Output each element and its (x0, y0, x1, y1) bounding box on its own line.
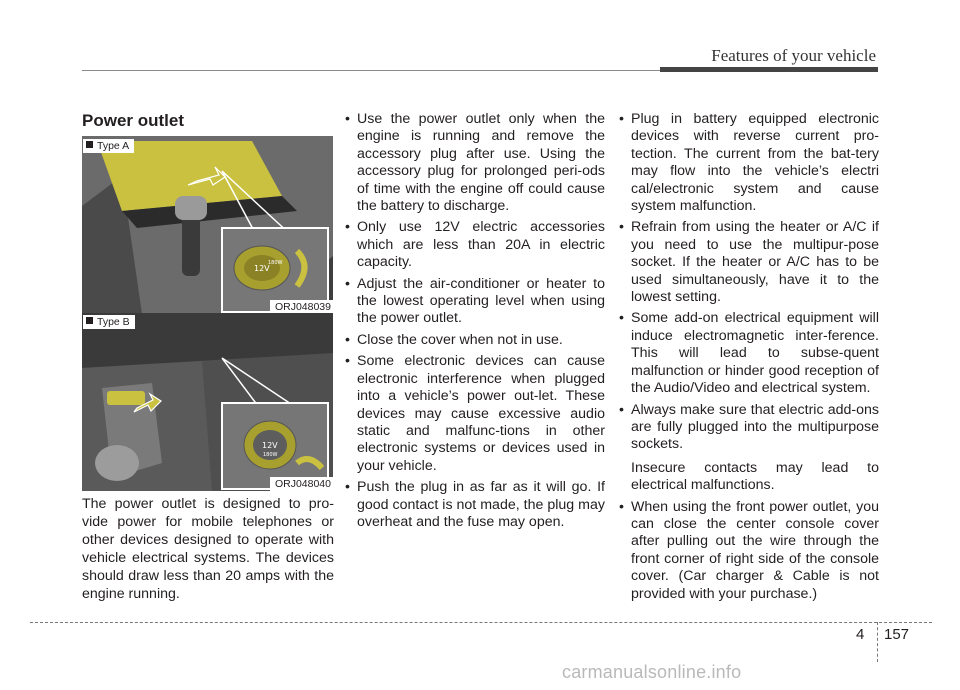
list-item: • When using the front power outlet, you can close the center console cover after pulling out the wire through the front corner of right side of the console cover. (Car charger & Cable is not provided with your purchase.) (619, 498, 879, 602)
bullet-icon: • (619, 498, 624, 515)
figure-type-a (82, 136, 333, 314)
bullet-icon: • (619, 310, 624, 327)
outlet-b-highlight (107, 391, 145, 405)
list-item-note: Insecure contacts may lead to electrical malfunctions. (631, 459, 879, 494)
figure-label: Type A (83, 139, 134, 153)
list-item: • Some electronic devices can cause electronic interference when plugged into a vehicle’s power out-let. These devices may cause excessive audio static and malfunc-tions in other electronic systems or devices used in your vehicle. (345, 353, 605, 474)
bullet-icon: • (345, 275, 350, 292)
column-3 (617, 111, 879, 607)
bullet-icon: • (345, 331, 350, 348)
square-bullet-icon (86, 141, 93, 148)
list-item: • Push the plug in as far as it will go. If good contact is not made, the plug may overheat and the fuse may open. (345, 479, 605, 530)
column-2 (343, 111, 605, 535)
console-illustration-b (82, 313, 333, 491)
footer-rule (30, 622, 932, 623)
figure-code: ORJ048040 (270, 477, 333, 491)
page-number: 157 (884, 626, 910, 643)
header-rule (82, 70, 662, 71)
socket-watt-a: 180W (268, 260, 283, 266)
section-title: Power outlet (82, 111, 185, 130)
figure-type-b (82, 313, 333, 491)
console-illustration-a (82, 136, 333, 314)
header-rule-accent (660, 67, 878, 72)
figure-label: Type B (83, 315, 135, 329)
list-item: • Refrain from using the heater or A/C if you need to use the multipur-pose socket. If the heater or A/C has to be used simultaneously, have it to the lowest setting. (619, 219, 879, 306)
list-item: • Use the power outlet only when the engine is running and remove the accessory plug after use. Using the accessory plug for prolonged peri-ods of time with the engine off could cause the battery to discharge. (345, 111, 605, 215)
chapter-number: 4 (856, 626, 865, 643)
figure-code: ORJ048039 (270, 300, 333, 314)
running-header-title: Features of your vehicle (711, 46, 876, 65)
bullet-icon: • (345, 479, 350, 496)
bullet-icon: • (619, 111, 624, 127)
socket-label-a: 12V (254, 264, 270, 273)
bullet-icon: • (345, 111, 350, 127)
list-item: • Always make sure that electric add-ons are fully plugged into the multipurpose sockets. Insecure contacts may lead to electrical malfunctions. (619, 401, 879, 494)
watermark: carmanualsonline.info (562, 662, 742, 682)
bullet-icon: • (619, 401, 624, 418)
footer-divider (877, 622, 878, 662)
list-item: • Adjust the air-conditioner or heater to the lowest operating level when using the power outlet. (345, 275, 605, 327)
socket-watt-b: 180W (263, 452, 278, 458)
list-item: • Some add-on electrical equipment will induce electromagnetic inter-ference. This will lead to subse-quent malfunction or hinder good reception of the Audio/Video and electrical system. (619, 310, 879, 397)
bullet-icon: • (619, 219, 624, 236)
socket-label-b: 12V (262, 441, 278, 450)
list-item: • Plug in battery equipped electronic devices with reverse current pro-tection. The current from the bat-tery may flow into the vehicle’s electri cal/electronic system and cause system malfunction. (619, 111, 879, 215)
list-item: • Close the cover when not in use. (345, 331, 563, 348)
square-bullet-icon (86, 317, 93, 324)
list-item: • Only use 12V electric accessories which are less than 20A in electric capacity. (345, 219, 605, 271)
intro-paragraph: The power outlet is designed to pro-vide power for mobile telephones or other devices designed to operate with vehicle electrical systems. The devices should draw less than 20 amps with the engine running. (82, 496, 334, 602)
bullet-icon: • (345, 353, 350, 370)
bullet-icon: • (345, 219, 350, 236)
